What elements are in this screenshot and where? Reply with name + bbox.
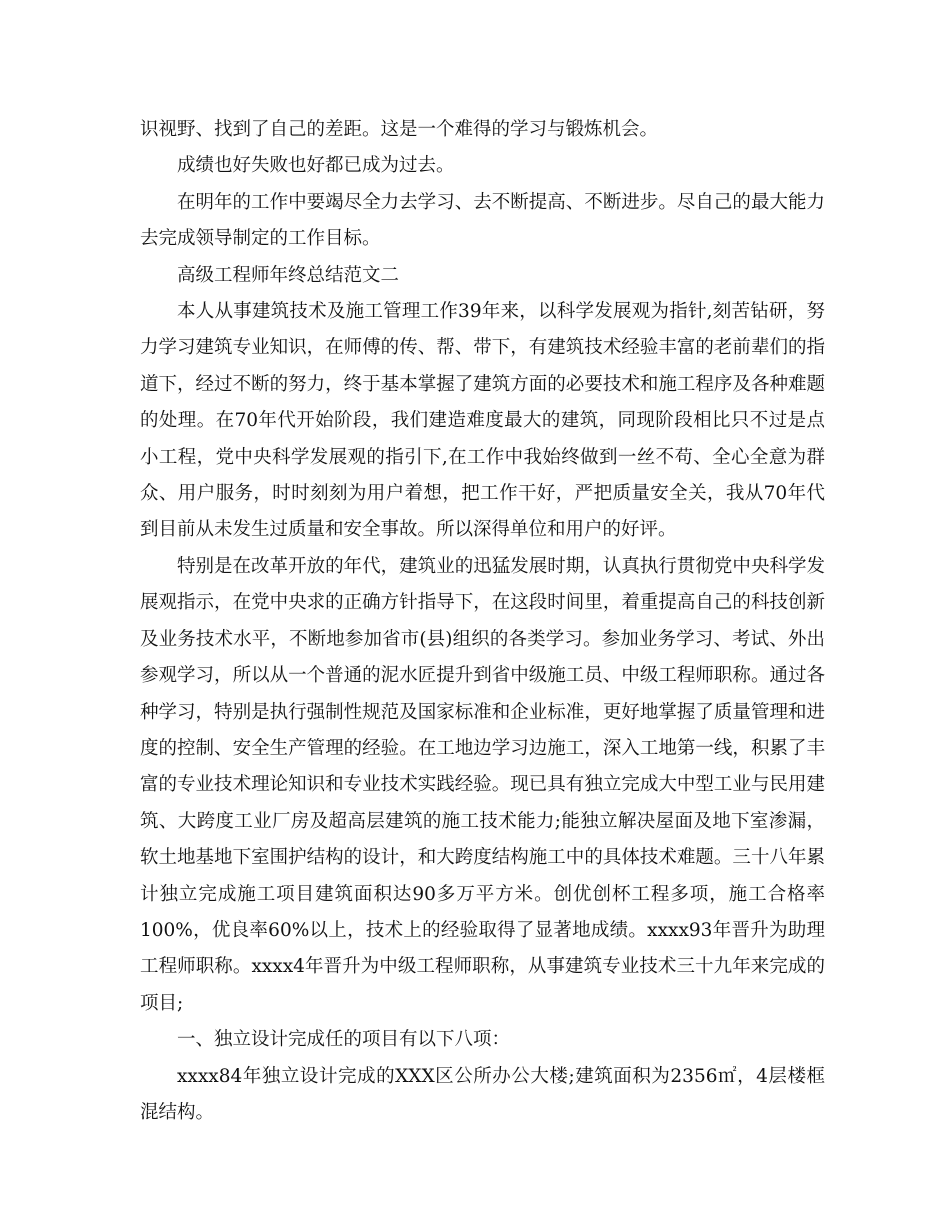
paragraph-5: 本人从事建筑技术及施工管理工作39年来，以科学发展观为指针,刻苦钻研，努力学习建筑专业知识，在师傅的传、帮、带下，有建筑技术经验丰富的老前辈们的指道下，经过不断的努力，终于基本掌握了建筑方面的必要技术和施工程序及各种难题的处理。在70年代开始阶段，我们建造难度最大的建筑，同现阶段相比只不过是点小工程，党中央科学发展观的指引下,在工作中我始终做到一丝不苟、全心全意为群众、用户服务，时时刻刻为用户着想，把工作干好，严把质量安全关，我从70年代到目前从未发生过质量和安全事故。所以深得单位和用户的好评。	[140, 301, 825, 541]
paragraph-2: 成绩也好失败也好都已成为过去。	[177, 155, 455, 177]
paragraph-3: 在明年的工作中要竭尽全力去学习、去不断提高、不断进步。尽自己的最大能力去完成领导制定的工作目标。	[140, 191, 825, 250]
paragraph-6: 特别是在改革开放的年代，建筑业的迅猛发展时期，认真执行贯彻党中央科学发展观指示，在党中央求的正确方针指导下，在这段时间里，着重提高自己的科技创新及业务技术水平，不断地参加省市(县)组织的各类学习。参加业务学习、考试、外出参观学习，所以从一个普通的泥水匠提升到省中级施工员、中级工程师职称。通过各种学习，特别是执行强制性规范及国家标准和企业标准，更好地掌握了质量管理和进度的控制、安全生产管理的经验。在工地边学习边施工，深入工地第一线，积累了丰富的专业技术理论知识和专业技术实践经验。现已具有独立完成大中型工业与民用建筑、大跨度工业厂房及超高层建筑的施工技术能力;能独立解决屋面及地下室渗漏，软土地基地下室围护结构的设计，和大跨度结构施工中的具体技术难题。三十八年累计独立完成施工项目建筑面积达90多万平方米。创优创杯工程多项，施工合格率100%，优良率60%以上，技术上的经验取得了显著地成绩。xxxx93年晋升为助理工程师职称。xxxx4年晋升为中级工程师职称，从事建筑专业技术三十九年来完成的项目;	[140, 555, 825, 1014]
paragraph-8: xxxx84年独立设计完成的XXX区公所办公大楼;建筑面积为2356㎡，4层楼框混结构。	[140, 1065, 825, 1123]
list-heading: 一、独立设计完成任的项目有以下八项：	[177, 1029, 511, 1051]
paragraph-1: 识视野、找到了自己的差距。这是一个难得的学习与锻炼机会。	[140, 119, 659, 140]
document-body	[140, 112, 825, 1131]
section-heading: 高级工程师年终总结范文二	[177, 264, 400, 286]
